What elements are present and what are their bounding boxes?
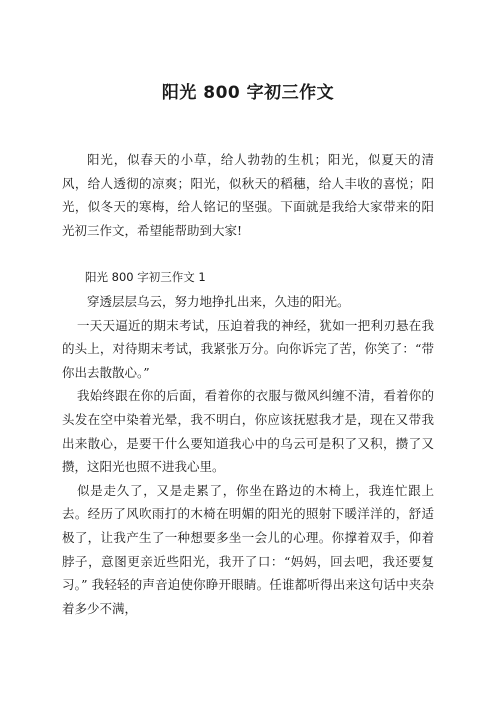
section-heading: 阳光 800 字初三作文 1 bbox=[85, 270, 206, 285]
document-body bbox=[62, 148, 434, 620]
document-title: 阳光 800 字初三作文 bbox=[161, 83, 335, 103]
body-paragraph: 似是走久了，又是走累了，你坐在路边的木椅上，我连忙跟上去。经历了风吹雨打的木椅在明媚的阳光的照射下暖洋洋的，舒适极了，让我产生了一种想要多坐一会儿的心理。你撑着双手，仰着脖子，意图更亲近些阳光，我开了口：“妈妈，回去吧，我还要复习。” 我轻轻的声音迫使你睁开眼睛。任谁都听得出来这句话中夹杂着多少不满， bbox=[62, 482, 434, 616]
body-paragraph: 穿透层层乌云，努力地挣扎出来，久违的阳光。 bbox=[87, 293, 350, 309]
intro-paragraph: 阳光，似春天的小草，给人勃勃的生机；阳光，似夏天的清风，给人透彻的凉爽；阳光，似秋天的稻穗，给人丰收的喜悦；阳光，似冬天的寒梅，给人铭记的坚强。下面就是我给大家带来的阳光初三作文，希望能帮助到大家! bbox=[62, 152, 434, 238]
body-paragraph: 一天天逼近的期末考试，压迫着我的神经，犹如一把利刃悬在我的头上，对待期末考试，我紧张万分。向你诉完了苦，你笑了：“带你出去散散心。” bbox=[62, 317, 434, 380]
body-paragraph: 我始终跟在你的后面，看着你的衣服与微风纠缠不清，看着你的头发在空中染着光晕，我不明白，你应该抚慰我才是，现在又带我出来散心，是要干什么要知道我心中的乌云可是积了又积，攒了又攒，这阳光也照不进我心里。 bbox=[62, 388, 434, 475]
